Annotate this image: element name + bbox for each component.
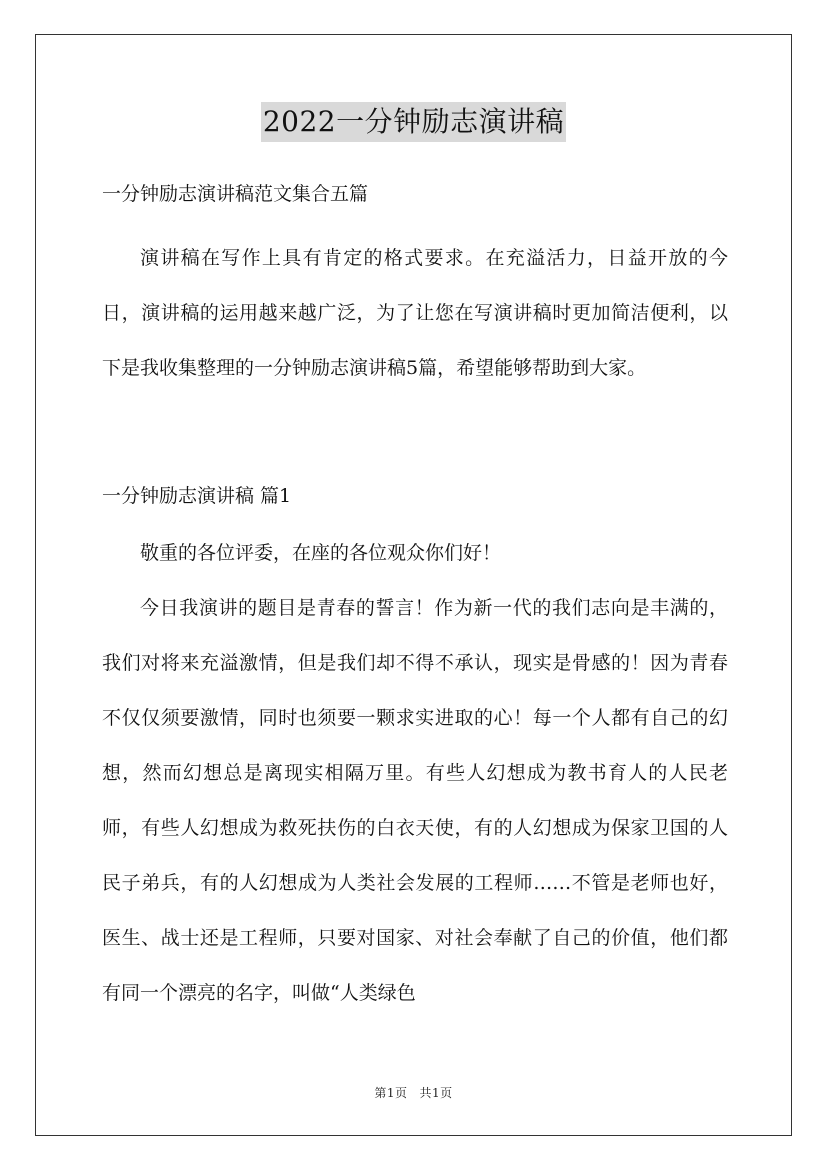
section-1-heading: 一分钟励志演讲稿 篇1: [102, 485, 292, 507]
document-title: 2022一分钟励志演讲稿: [261, 102, 566, 142]
page-number-total: 共1页: [419, 1086, 453, 1100]
page-footer: [0, 1084, 827, 1101]
section-1-body: 今日我演讲的题目是青春的誓言！作为新一代的我们志向是丰满的，我们对将来充溢激情，但是我们却不得不承认，现实是骨感的！因为青春不仅仅须要激情，同时也须要一颗求实进取的心！每一个人都有自己的幻想，然而幻想总是离现实相隔万里。有些人幻想成为教书育人的人民老师，有些人幻想成为救死扶伤的白衣天使，有的人幻想成为保家卫国的人民子弟兵，有的人幻想成为人类社会发展的工程师……不管是老师也好，医生、战士还是工程师，只要对国家、对社会奉献了自己的价值，他们都有同一个漂亮的名字，叫做“人类绿色: [102, 597, 728, 1004]
page-number-current: 第1页: [374, 1086, 408, 1100]
section-1-greeting: 敬重的各位评委，在座的各位观众你们好！: [140, 542, 502, 564]
title-wrap: [0, 102, 827, 142]
document-body: [102, 176, 728, 1021]
section-spacer: [102, 396, 728, 478]
document-subtitle: 一分钟励志演讲稿范文集合五篇: [102, 183, 369, 205]
intro-paragraph: 演讲稿在写作上具有肯定的格式要求。在充溢活力，日益开放的今日，演讲稿的运用越来越广泛，为了让您在写演讲稿时更加简洁便利，以下是我收集整理的一分钟励志演讲稿5篇，希望能够帮助到大家。: [102, 247, 728, 379]
